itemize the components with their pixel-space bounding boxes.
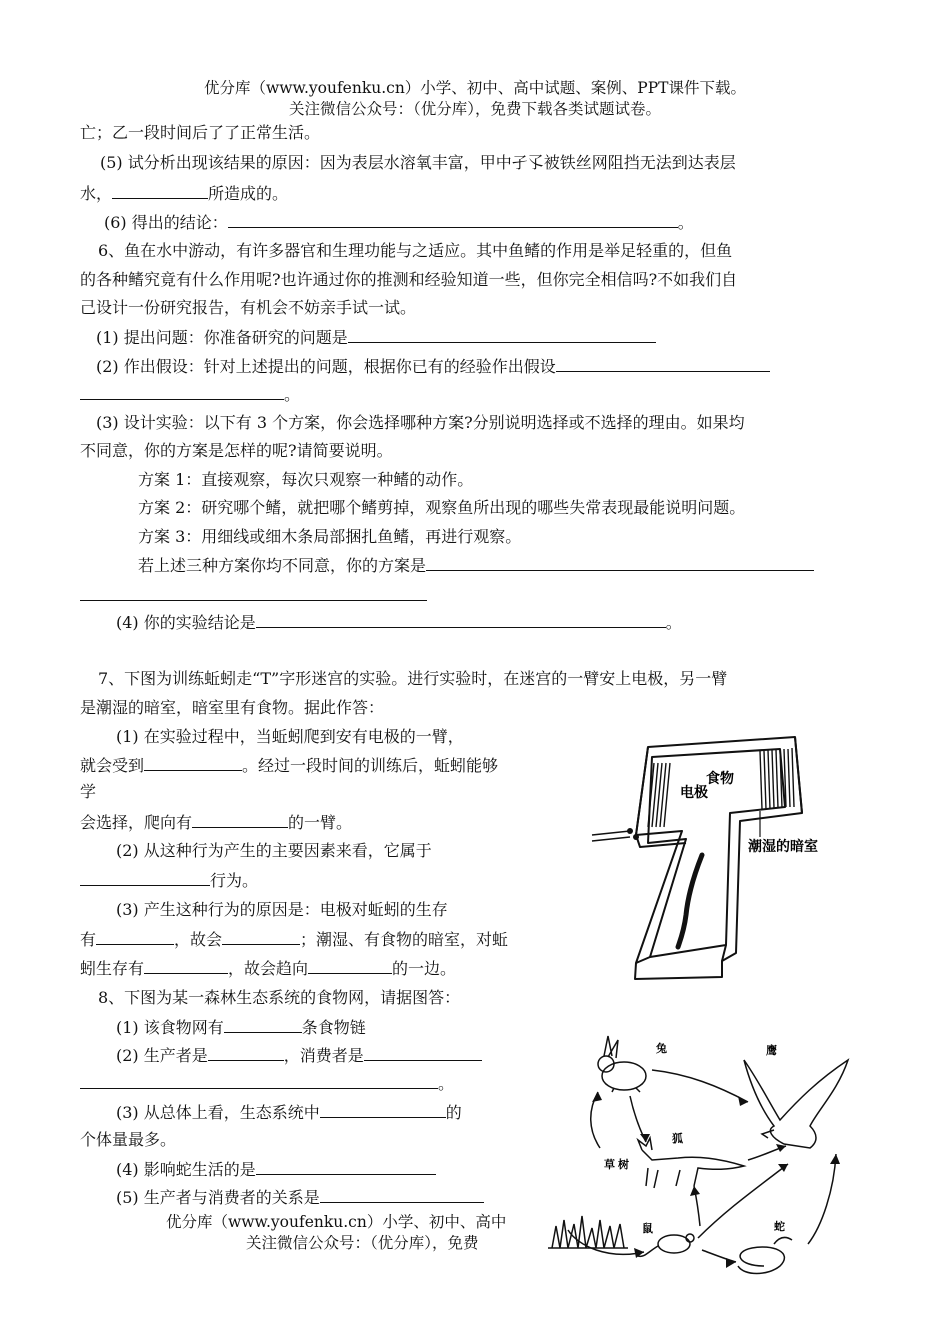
q7-part1-choose-prefix: 会选择，爬向有 [80, 813, 193, 832]
t-maze-label-food: 食物 [706, 771, 734, 787]
q8-relation-blank[interactable] [320, 1187, 484, 1203]
q5-part6 [104, 212, 694, 233]
q7-room-effect-blank[interactable] [144, 958, 228, 974]
q6-intro-1: 6、鱼在水中游动，有许多器官和生理功能与之适应。其中鱼鳍的作用是举足轻重的，但鱼 [98, 241, 733, 260]
q8-snake-factor-blank[interactable] [256, 1159, 436, 1175]
food-web-label-tree: 树 [618, 1158, 629, 1171]
mouse-icon [638, 1234, 694, 1256]
q7-part1-prefix: 就会受到 [80, 756, 145, 775]
q8-producer-blank[interactable] [208, 1045, 284, 1061]
q5-cause-blank[interactable] [112, 183, 208, 199]
footer-line-1: 优分库（www.youfenku.cn）小学、初中、高中 [166, 1213, 507, 1231]
q7-part1-line1: (1) 在实验过程中，当蚯蚓爬到安有电极的一臂， [116, 727, 464, 746]
t-maze-label-dark-room: 潮湿的暗室 [748, 839, 818, 855]
q7-part3-prefix: 有 [80, 930, 97, 949]
q6-intro-2: 的各种鳍究竟有什么作用呢?也许通过你的推测和经验知道一些，但你完全相信吗?不如我们自 [80, 270, 738, 289]
q5-conclusion-blank[interactable] [228, 212, 678, 228]
q7-part3b-suffix: 的一边。 [392, 959, 457, 978]
snake-icon [738, 1237, 792, 1273]
q7-electrode-effect-blank[interactable] [96, 929, 174, 945]
q6-plan-3: 方案 3：用细线或细木条局部捆扎鱼鳍，再进行观察。 [138, 527, 522, 546]
q5-part5-suffix: 所造成的。 [208, 184, 289, 203]
q8-consumer-blank[interactable] [364, 1045, 482, 1061]
q8-part3-cont: 个体量最多。 [80, 1130, 177, 1149]
q7-part1-line2 [80, 755, 498, 776]
q5-part5-prefix: 水， [80, 184, 113, 203]
q6-own-plan-blank[interactable] [426, 555, 814, 571]
q7-part1-line4 [80, 812, 352, 833]
q7-behavior-blank[interactable] [80, 870, 210, 886]
eagle-icon [744, 1060, 848, 1148]
q7-part1-choose-suffix: 的一臂。 [288, 813, 353, 832]
food-web-label-fox: 狐 [672, 1132, 683, 1145]
q6-part2 [96, 356, 770, 377]
q6-part4 [116, 612, 682, 633]
t-maze-figure [590, 735, 855, 985]
q7-part1-suffix: 。经过一段时间的训练后，蚯蚓能够 [242, 756, 499, 775]
q6-plan-2: 方案 2：研究哪个鳍，就把哪个鳍剪掉，观察鱼所出现的哪些失常表现最能说明问题。 [138, 498, 746, 517]
q8-part4 [116, 1159, 436, 1180]
q7-part1-line3: 学 [80, 782, 97, 801]
q6-plan-1: 方案 1：直接观察，每次只观察一种鳍的动作。 [138, 470, 474, 489]
q8-part2-cont [80, 1073, 454, 1094]
q6-own-plan-rule[interactable] [80, 600, 427, 601]
food-web-figure [548, 1030, 878, 1292]
q5-continuation: 亡；乙一段时间后了了正常生活。 [80, 123, 321, 142]
q8-part3 [116, 1102, 462, 1123]
q7-electrode-response-blank[interactable] [222, 929, 300, 945]
q8-part2-mid: ，消费者是 [283, 1046, 364, 1065]
q8-part3-suffix: 的 [445, 1103, 462, 1122]
q7-part3b-mid: ，故会趋向 [228, 959, 309, 978]
q8-most-blank[interactable] [320, 1102, 446, 1118]
q8-part2 [116, 1045, 482, 1066]
q7-intro-2: 是潮湿的暗室，暗室里有食物。据此作答： [80, 698, 385, 717]
q7-part3-line1: (3) 产生这种行为的原因是：电极对蚯蚓的生存 [116, 900, 448, 919]
q7-part3-mid: ，故会 [174, 930, 223, 949]
q5-part5-line2 [80, 183, 288, 204]
q6-own-plan [138, 555, 814, 576]
rabbit-icon [598, 1036, 646, 1092]
q8-consumer-blank-2[interactable] [80, 1073, 438, 1089]
q7-intro-1: 7、下图为训练蚯蚓走“T”字形迷宫的实验。进行实验时，在迷宫的一臂安上电极，另一臂 [98, 669, 728, 688]
q6-part3-line1: (3) 设计实验：以下有 3 个方案，你会选择哪种方案?分别说明选择或不选择的理由。如果均 [96, 413, 745, 432]
q6-hypothesis-blank[interactable] [556, 356, 770, 372]
header-line-1: 优分库（www.youfenku.cn）小学、初中、高中试题、案例、PPT课件下载。 [203, 79, 747, 97]
q7-part3-suffix: ；潮湿、有食物的暗室，对蚯 [300, 930, 509, 949]
q5-part6-end: 。 [677, 213, 694, 232]
q5-part6-label: (6) 得出的结论： [104, 213, 228, 232]
q7-room-response-blank[interactable] [308, 958, 392, 974]
q6-part3-line2: 不同意，你的方案是怎样的呢?请简要说明。 [80, 441, 393, 460]
q8-part1-prefix: (1) 该食物网有 [116, 1018, 224, 1037]
grass-icon [548, 1216, 628, 1248]
q6-own-plan-label: 若上述三种方案你均不同意，你的方案是 [138, 556, 427, 575]
food-web-label-mouse: 鼠 [642, 1222, 653, 1235]
q8-intro: 8、下图为某一森林生态系统的食物网，请据图答： [98, 988, 461, 1007]
t-maze-label-electrode: 电极 [680, 785, 708, 801]
q6-part2-label: (2) 作出假设：针对上述提出的问题，根据你已有的经验作出假设 [96, 357, 556, 376]
q5-part5-line1: (5) 试分析出现该结果的原因：因为表层水溶氧丰富，甲中孑孓被铁丝网阻挡无法到达表层 [100, 153, 736, 172]
q7-part2-line1: (2) 从这种行为产生的主要因素来看，它属于 [116, 841, 432, 860]
food-web-label-eagle: 鹰 [766, 1044, 777, 1057]
food-web-label-rabbit: 兔 [656, 1042, 667, 1055]
q8-part5 [116, 1187, 484, 1208]
q7-part3b-prefix: 蚓生存有 [80, 959, 145, 978]
q8-chains-blank[interactable] [224, 1017, 302, 1033]
q7-stimulus-blank[interactable] [144, 755, 242, 771]
q6-part2-cont [80, 384, 300, 405]
food-web-label-grass: 草 [604, 1158, 615, 1171]
q6-part1-label: (1) 提出问题：你准备研究的问题是 [96, 328, 348, 347]
q8-part1-suffix: 条食物链 [301, 1018, 366, 1037]
q6-result-blank[interactable] [256, 612, 666, 628]
q8-part1 [116, 1017, 366, 1038]
q8-part2-end: 。 [438, 1074, 455, 1093]
q6-part4-label: (4) 你的实验结论是 [116, 613, 256, 632]
fox-icon [638, 1138, 744, 1188]
q6-hypothesis-blank-2[interactable] [80, 384, 284, 400]
q6-part1 [96, 327, 656, 348]
header-line-2: 关注微信公众号：（优分库），免费下载各类试题试卷。 [288, 100, 661, 118]
footer-line-2: 关注微信公众号：（优分库），免费 [246, 1234, 479, 1252]
q7-part3-line3 [80, 958, 456, 979]
q6-question-blank[interactable] [348, 327, 656, 343]
q7-part2-suffix: 行为。 [210, 871, 259, 890]
q7-part2-line2 [80, 870, 258, 891]
q8-part3-prefix: (3) 从总体上看，生态系统中 [116, 1103, 320, 1122]
q8-part5-label: (5) 生产者与消费者的关系是 [116, 1188, 320, 1207]
q7-part3-line2 [80, 929, 508, 950]
q6-part4-end: 。 [665, 613, 682, 632]
q8-part2-prefix: (2) 生产者是 [116, 1046, 208, 1065]
q6-part2-end: 。 [284, 385, 301, 404]
q8-part4-label: (4) 影响蛇生活的是 [116, 1160, 256, 1179]
q6-intro-3: 己设计一份研究报告，有机会不妨亲手试一试。 [80, 298, 417, 317]
q7-arm-blank[interactable] [192, 812, 288, 828]
food-web-label-snake: 蛇 [774, 1220, 785, 1233]
